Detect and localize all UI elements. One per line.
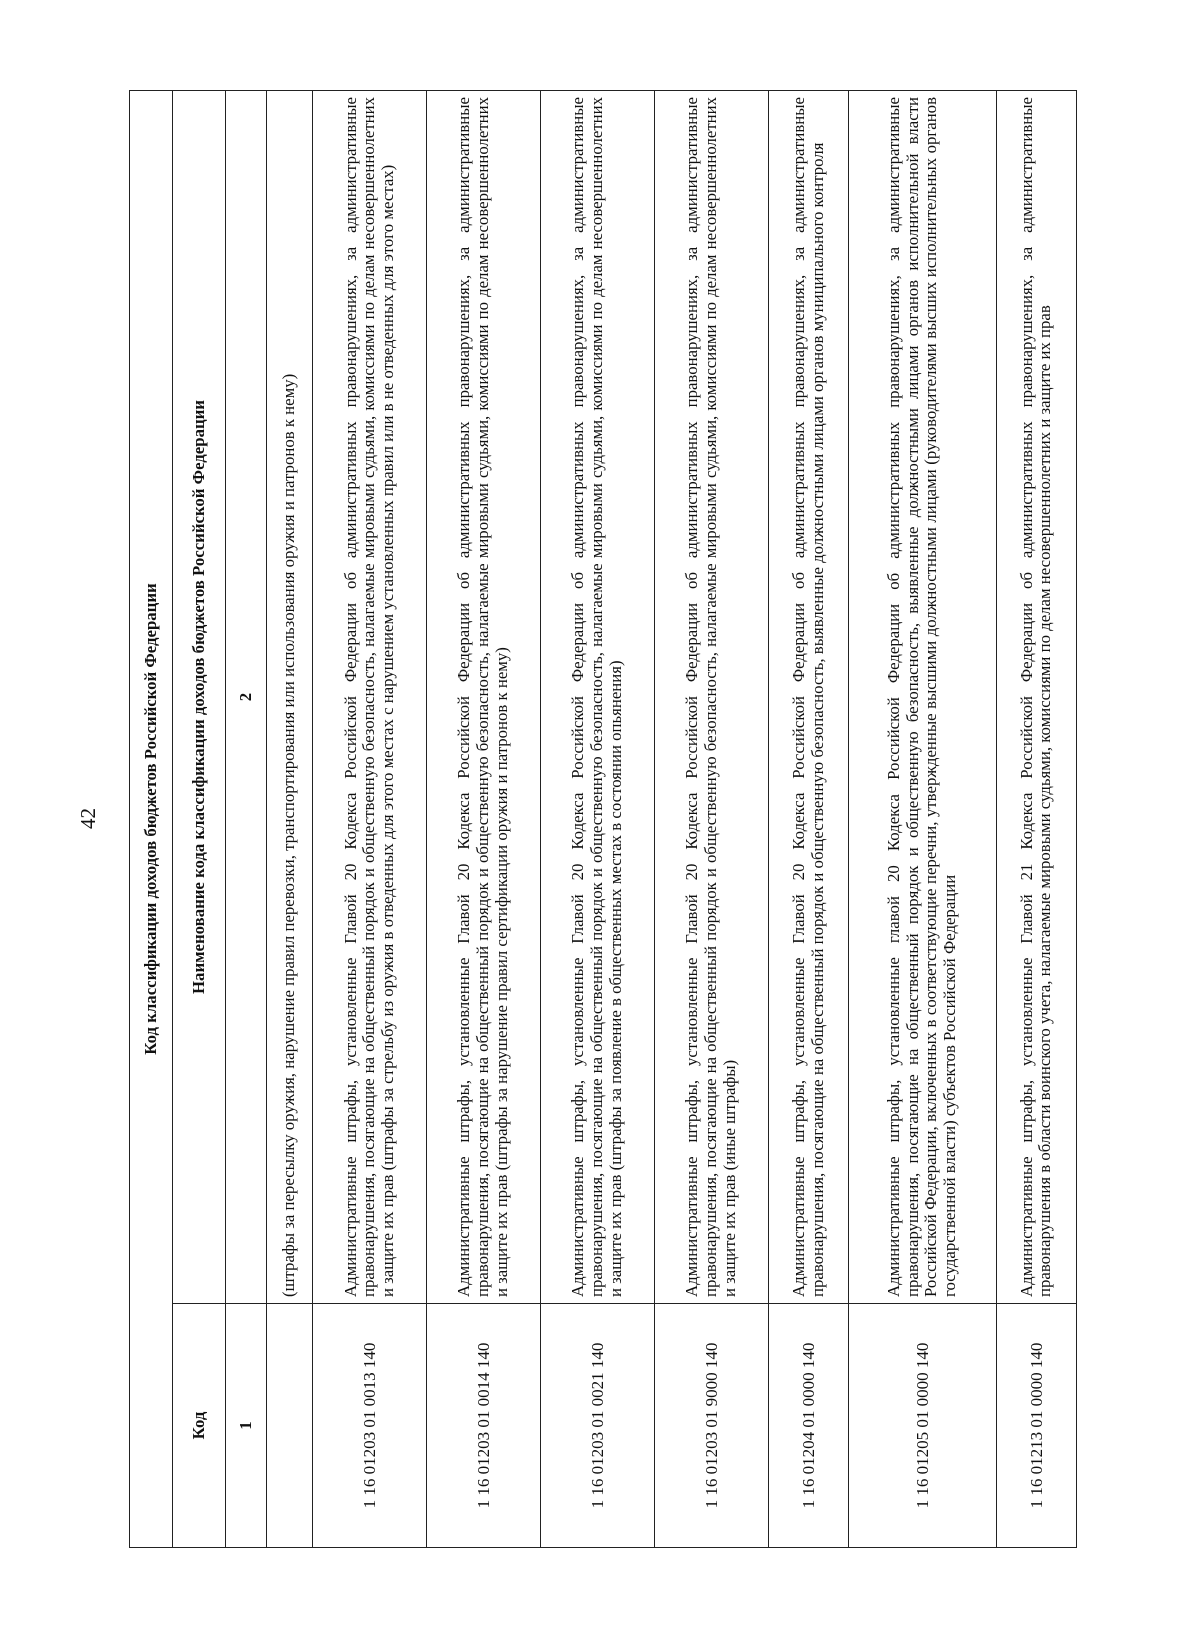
row-code: 1 16 01205 01 0000 140 (849, 1304, 997, 1548)
table-row (541, 91, 655, 1548)
row-name: Административные штрафы, установленные Главой 20 Кодекса Российской Федерации об административных правонарушениях, за административные правонарушения, посягающие на общественный порядок и общественную безопасность, налагаемые мировыми судьями, комиссиями по делам несовершеннолетних и защите их прав (штрафы за нарушение правил сертификации оружия и патронов к нему) (427, 91, 541, 1304)
header-code: Код (173, 1304, 226, 1548)
table-row (267, 91, 313, 1548)
page-number: 42 (76, 808, 100, 829)
income-codes-table (129, 90, 1077, 1548)
row-code: 1 16 01203 01 0013 140 (313, 1304, 427, 1548)
row-code: 1 16 01203 01 0021 140 (541, 1304, 655, 1548)
row-code: 1 16 01203 01 9000 140 (655, 1304, 769, 1548)
row-code (267, 1304, 313, 1548)
table-row (655, 91, 769, 1548)
column-number-2: 2 (226, 91, 267, 1304)
rotated-page (129, 90, 1077, 1548)
row-name: (штрафы за пересылку оружия, нарушение правил перевозки, транспортирования или использования оружия и патронов к нему) (267, 91, 313, 1304)
table-row (849, 91, 997, 1548)
table-row (427, 91, 541, 1548)
table-row (313, 91, 427, 1548)
header-name: Наименование кода классификации доходов бюджетов Российской Федерации (173, 91, 226, 1304)
row-code: 1 16 01204 01 0000 140 (768, 1304, 848, 1548)
row-name: Административные штрафы, установленные Главой 21 Кодекса Российской Федерации об административных правонарушениях, за административные правонарушения в области воинского учета, налагаемые мировыми судьями, комиссиями по делам несовершеннолетних и защите их прав (996, 91, 1076, 1304)
row-code: 1 16 01213 01 0000 140 (996, 1304, 1076, 1548)
row-name: Административные штрафы, установленные главой 20 Кодекса Российской Федерации об административных правонарушениях, за административные правонарушения, посягающие на общественный порядок и общественную безопасность, выявленные должностными лицами органов исполнительной власти Российской Федерации, включенных в соответствующие перечни, утвержденные высшими должностными лицами (руководителями высших исполнительных органов государственной власти) субъектов Российской Федерации (849, 91, 997, 1304)
column-number-1: 1 (226, 1304, 267, 1548)
row-name: Административные штрафы, установленные Главой 20 Кодекса Российской Федерации об административных правонарушениях, за административные правонарушения, посягающие на общественный порядок и общественную безопасность, налагаемые мировыми судьями, комиссиями по делам несовершеннолетних и защите их прав (штрафы за появление в общественных местах в состоянии опьянения) (541, 91, 655, 1304)
row-name: Административные штрафы, установленные Главой 20 Кодекса Российской Федерации об административных правонарушениях, за административные правонарушения, посягающие на общественный порядок и общественную безопасность, выявленные должностными лицами органов муниципального контроля (768, 91, 848, 1304)
row-code: 1 16 01203 01 0014 140 (427, 1304, 541, 1548)
table-row (996, 91, 1076, 1548)
table-title: Код классификации доходов бюджетов Российской Федерации (130, 91, 173, 1548)
row-name: Административные штрафы, установленные Главой 20 Кодекса Российской Федерации об административных правонарушениях, за административные правонарушения, посягающие на общественный порядок и общественную безопасность, налагаемые мировыми судьями, комиссиями по делам несовершеннолетних и защите их прав (штрафы за стрельбу из оружия в отведенных для этого местах с нарушением установленных правил или в не отведенных для этого местах) (313, 91, 427, 1304)
table-row (768, 91, 848, 1548)
row-name: Административные штрафы, установленные Главой 20 Кодекса Российской Федерации об административных правонарушениях, за административные правонарушения, посягающие на общественный порядок и общественную безопасность, налагаемые мировыми судьями, комиссиями по делам несовершеннолетних и защите их прав (иные штрафы) (655, 91, 769, 1304)
